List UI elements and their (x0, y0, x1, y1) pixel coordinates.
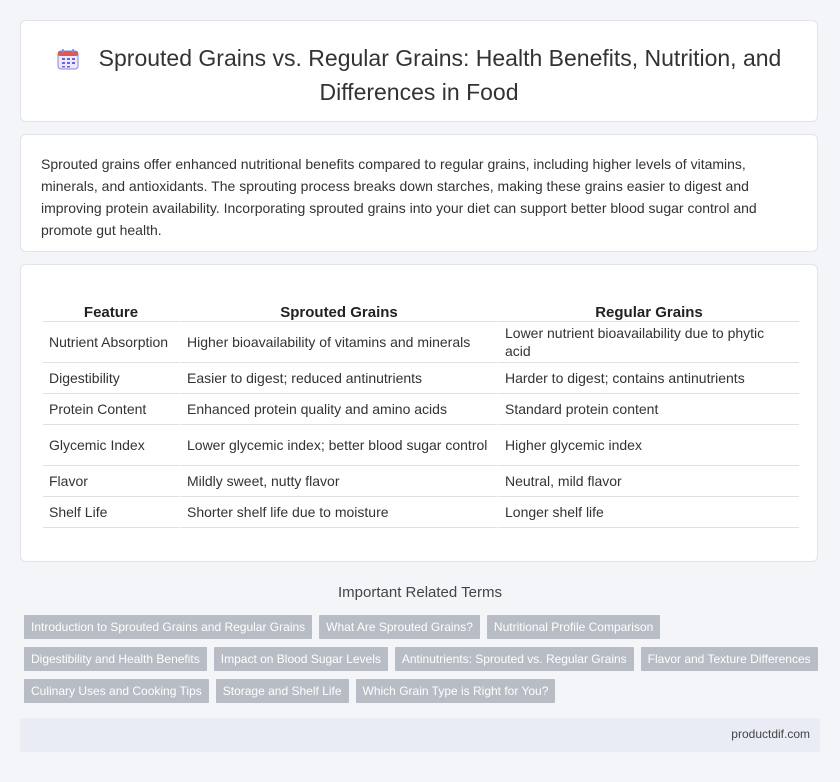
header-card (20, 20, 818, 122)
table-cell: Mildly sweet, nutty flavor (179, 466, 497, 497)
related-term-tag[interactable]: Impact on Blood Sugar Levels (214, 647, 388, 671)
table-row (43, 322, 799, 363)
calendar-icon (57, 47, 79, 77)
table-cell: Harder to digest; contains antinutrients (497, 363, 799, 394)
table-cell: Protein Content (43, 394, 179, 425)
table-row (43, 497, 799, 528)
table-row (43, 394, 799, 425)
table-cell: Lower glycemic index; better blood sugar control (179, 425, 497, 466)
table-cell: Standard protein content (497, 394, 799, 425)
table-cell: Easier to digest; reduced antinutrients (179, 363, 497, 394)
table-cell: Digestibility (43, 363, 179, 394)
table-row (43, 363, 799, 394)
table-cell: Flavor (43, 466, 179, 497)
comparison-card (20, 264, 818, 562)
table-cell: Neutral, mild flavor (497, 466, 799, 497)
intro-text: Sprouted grains offer enhanced nutritional benefits compared to regular grains, including higher levels of vitamins, minerals, and antioxidants. The sprouting process breaks down starches, making these grains easier to digest and improving protein availability. Incorporating sprouted grains into your diet can support better blood sugar control and promote gut health. (41, 156, 757, 238)
table-cell: Shelf Life (43, 497, 179, 528)
table-cell: Enhanced protein quality and amino acids (179, 394, 497, 425)
related-term-tag[interactable]: Digestibility and Health Benefits (24, 647, 207, 671)
table-cell: Shorter shelf life due to moisture (179, 497, 497, 528)
table-cell: Nutrient Absorption (43, 322, 179, 363)
column-header: Sprouted Grains (179, 291, 497, 322)
related-terms-title: Important Related Terms (338, 584, 502, 601)
column-header: Feature (43, 291, 179, 322)
related-term-tag[interactable]: What Are Sprouted Grains? (319, 615, 480, 639)
table-cell: Glycemic Index (43, 425, 179, 466)
table-header-row (43, 291, 799, 322)
related-term-tag[interactable]: Nutritional Profile Comparison (487, 615, 660, 639)
related-term-tag[interactable]: Antinutrients: Sprouted vs. Regular Grains (395, 647, 634, 671)
table-cell: Lower nutrient bioavailability due to phytic acid (497, 322, 799, 363)
table-cell: Longer shelf life (497, 497, 799, 528)
intro-card (20, 134, 818, 252)
table-row (43, 425, 799, 466)
table-cell: Higher glycemic index (497, 425, 799, 466)
comparison-table (43, 291, 799, 528)
related-terms-list (24, 615, 824, 711)
table-row (43, 466, 799, 497)
related-term-tag[interactable]: Storage and Shelf Life (216, 679, 349, 703)
related-term-tag[interactable]: Flavor and Texture Differences (641, 647, 818, 671)
related-term-tag[interactable]: Introduction to Sprouted Grains and Regular Grains (24, 615, 312, 639)
related-term-tag[interactable]: Culinary Uses and Cooking Tips (24, 679, 209, 703)
related-term-tag[interactable]: Which Grain Type is Right for You? (356, 679, 556, 703)
column-header: Regular Grains (497, 291, 799, 322)
footer (20, 718, 820, 752)
page-title (21, 43, 817, 107)
footer-site-link[interactable]: productdif.com (731, 727, 810, 741)
table-cell: Higher bioavailability of vitamins and minerals (179, 322, 497, 363)
page-title-text: Sprouted Grains vs. Regular Grains: Health Benefits, Nutrition, and Differences in Food (98, 45, 782, 105)
